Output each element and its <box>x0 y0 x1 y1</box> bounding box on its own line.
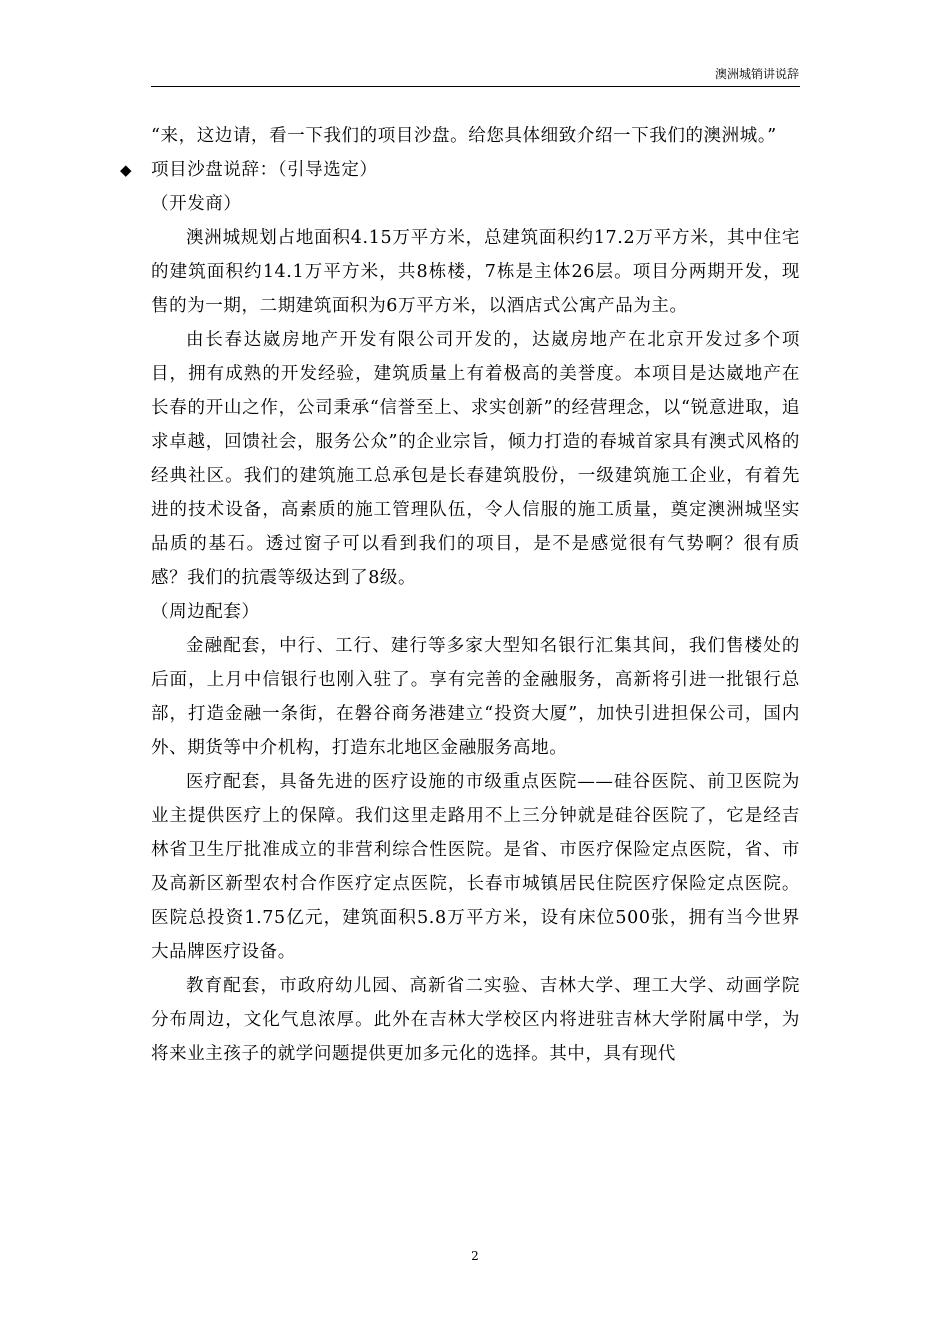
paragraph-planning: 澳洲城规划占地面积4.15万平方米，总建筑面积约17.2万平方米，其中住宅的建筑面积约14.1万平方米，共8栋楼，7栋是主体26层。项目分两期开发，现售的为一期，二期建筑面积为6万平方米，以酒店式公寓产品为主。 <box>151 228 800 316</box>
section-heading-text: 项目沙盘说辞：（引导选定） <box>151 160 378 180</box>
header-rule <box>151 86 800 87</box>
quote-paragraph: “来，这边请，看一下我们的项目沙盘。给您具体细致介绍一下我们的澳洲城。” <box>151 126 777 146</box>
page-number: 2 <box>471 1249 479 1263</box>
subheading-surroundings: （周边配套） <box>151 602 260 622</box>
diamond-bullet-icon: ◆ <box>120 161 133 179</box>
section-heading <box>120 153 800 187</box>
subheading-developer: （开发商） <box>151 194 242 214</box>
running-header-title: 澳洲城销讲说辞 <box>714 67 799 81</box>
paragraph-developer: 由长春达崴房地产开发有限公司开发的，达崴房地产在北京开发过多个项目，拥有成熟的开发经验，建筑质量上有着极高的美誉度。本项目是达崴地产在长春的开山之作，公司秉承“信誉至上、求实创新”的经营理念，以“锐意进取，追求卓越，回馈社会，服务公众”的企业宗旨，倾力打造的春城首家具有澳式风格的经典社区。我们的建筑施工总承包是长春建筑股份，一级建筑施工企业，有着先进的技术设备，高素质的施工管理队伍，令人信服的施工质量，奠定澳洲城坚实品质的基石。透过窗子可以看到我们的项目，是不是感觉很有气势啊？很有质感？我们的抗震等级达到了8级。 <box>151 330 800 588</box>
document-body <box>120 119 800 1071</box>
paragraph-finance: 金融配套，中行、工行、建行等多家大型知名银行汇集其间，我们售楼处的后面，上月中信银行也刚入驻了。享有完善的金融服务，高新将引进一批银行总部，打造金融一条街，在磐谷商务港建立“投资大厦”，加快引进担保公司，国内外、期货等中介机构，打造东北地区金融服务高地。 <box>151 636 800 758</box>
paragraph-medical: 医疗配套，具备先进的医疗设施的市级重点医院——硅谷医院、前卫医院为业主提供医疗上的保障。我们这里走路用不上三分钟就是硅谷医院了，它是经吉林省卫生厅批准成立的非营利综合性医院。是省、市医疗保险定点医院，省、市及高新区新型农村合作医疗定点医院，长春市城镇居民住院医疗保险定点医院。医院总投资1.75亿元，建筑面积5.8万平方米，设有床位500张，拥有当今世界大品牌医疗设备。 <box>151 772 800 962</box>
paragraph-education: 教育配套，市政府幼儿园、高新省二实验、吉林大学、理工大学、动画学院分布周边，文化气息浓厚。此外在吉林大学校区内将进驻吉林大学附属中学，为将来业主孩子的就学问题提供更加多元化的选择。其中，具有现代 <box>151 976 800 1064</box>
